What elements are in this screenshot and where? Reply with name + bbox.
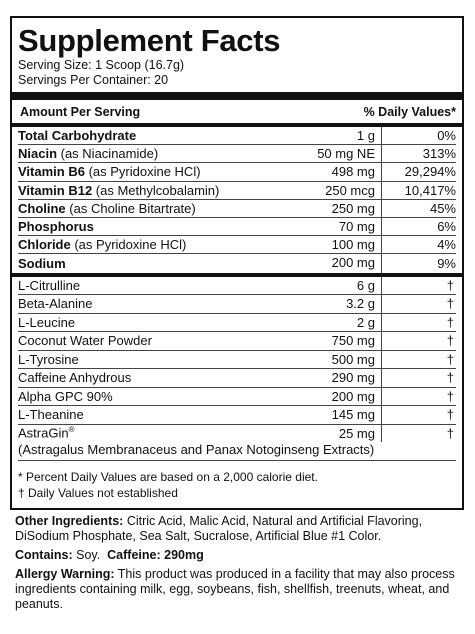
ingredient-amount: 200 mg — [262, 388, 382, 406]
nutrient-name: Phosphorus — [18, 219, 94, 235]
nutrient-dv: 6% — [437, 219, 456, 235]
nutrient-name: Vitamin B12 — [18, 182, 93, 198]
ingredient-amount: 750 mg — [262, 332, 382, 350]
ingredient-dv: † — [446, 388, 454, 404]
nutrient-name: Vitamin B6 — [18, 164, 85, 180]
footnote-daily-values: * Percent Daily Values are based on a 2,000 calorie diet. — [18, 469, 318, 484]
label-text-below — [15, 514, 467, 616]
nutrient-name: Choline — [18, 200, 66, 216]
supplement-facts-panel — [10, 16, 464, 510]
ingredient-amount: 145 mg — [262, 406, 382, 424]
ingredient-amount: 6 g — [262, 277, 382, 295]
nutrient-dv: 313% — [422, 146, 456, 162]
nutrient-qualifier: (as Pyridoxine HCl) — [70, 237, 187, 253]
ingredient-row-astragin — [18, 425, 456, 461]
nutrient-name: Sodium — [18, 255, 66, 271]
ingredient-name: Caffeine Anhydrous — [18, 370, 132, 386]
ingredient-name: Beta-Alanine — [18, 296, 93, 312]
serving-size: Serving Size: 1 Scoop (16.7g) — [18, 58, 185, 72]
nutrient-qualifier: (as Niacinamide) — [57, 146, 159, 162]
nutrient-dv: 29,294% — [404, 164, 456, 180]
ingredient-dv: † — [446, 277, 454, 293]
ingredient-row — [18, 406, 456, 425]
ingredient-row — [18, 314, 456, 333]
ingredient-name: Alpha GPC 90% — [18, 388, 113, 404]
ingredient-name: L-Leucine — [18, 314, 76, 330]
nutrient-row — [18, 236, 456, 254]
nutrient-qualifier: (as Methylcobalamin) — [92, 182, 220, 198]
caffeine-label: Caffeine: — [107, 548, 161, 562]
ingredient-amount: 290 mg — [262, 369, 382, 387]
other-ingredients — [15, 514, 467, 544]
nutrient-row — [18, 218, 456, 236]
other-ingredients-label: Other Ingredients: — [15, 514, 124, 528]
ingredient-amount: 500 mg — [262, 351, 382, 369]
nutrient-amount: 498 mg — [262, 163, 382, 180]
nutrient-amount: 250 mcg — [262, 182, 382, 199]
ingredient-name: L-Citrulline — [18, 277, 81, 293]
ingredient-row — [18, 332, 456, 351]
panel-title: Supplement Facts — [18, 23, 281, 58]
nutrient-amount: 250 mg — [262, 200, 382, 217]
servings-per-container: Servings Per Container: 20 — [18, 72, 169, 87]
ingredient-dv: † — [446, 407, 454, 423]
nutrient-dv: 9% — [437, 255, 456, 271]
ingredient-amount: 25 mg — [262, 425, 382, 442]
nutrient-amount: 100 mg — [262, 236, 382, 253]
nutrient-name: Chloride — [18, 237, 71, 253]
ingredient-name: L-Theanine — [18, 407, 84, 423]
ingredient-dv: † — [446, 425, 454, 441]
ingredient-name: AstraGin — [18, 425, 69, 441]
ingredient-dv: † — [446, 351, 454, 367]
nutrient-dv: 4% — [437, 237, 456, 253]
ingredient-name: Coconut Water Powder — [18, 333, 152, 349]
ingredient-row — [18, 388, 456, 407]
nutrient-name: Niacin — [18, 146, 58, 162]
allergy-warning — [15, 567, 467, 612]
nutrient-row — [18, 254, 456, 272]
nutrient-dv: 45% — [429, 200, 456, 216]
ingredient-name: L-Tyrosine — [18, 351, 79, 367]
ingredient-dv: † — [446, 333, 454, 349]
footnote-not-established: † Daily Values not established — [18, 485, 178, 500]
caffeine-text: 290mg — [160, 548, 204, 562]
ingredient-row — [18, 295, 456, 314]
ingredient-row — [18, 277, 456, 296]
ingredient-amount: 3.2 g — [262, 295, 382, 313]
nutrient-dv: 0% — [437, 128, 456, 144]
nutrient-row — [18, 163, 456, 181]
nutrient-row — [18, 182, 456, 200]
allergy-text: This product was produced in a facility that may also process ingredients containing milk, egg, soybeans, fish, shellfish, treenuts, wheat, and peanuts. — [15, 567, 455, 611]
nutrient-amount: 1 g — [262, 127, 382, 144]
ingredient-amount: 2 g — [262, 314, 382, 332]
nutrient-amount: 200 mg — [262, 254, 382, 272]
nutrient-qualifier: (as Pyridoxine HCl) — [84, 164, 201, 180]
ingredient-dv: † — [446, 370, 454, 386]
registered-mark: ® — [68, 425, 75, 435]
allergy-label: Allergy Warning: — [15, 567, 115, 581]
contains-line — [15, 548, 467, 563]
ingredient-dv: † — [446, 296, 454, 312]
ingredient-list — [18, 277, 456, 461]
nutrient-amount: 70 mg — [262, 218, 382, 235]
contains-text: Soy. — [72, 548, 101, 562]
nutrient-row — [18, 127, 456, 145]
amount-per-serving-header: Amount Per Serving — [20, 105, 141, 119]
ingredient-row — [18, 351, 456, 370]
footnotes — [18, 461, 456, 501]
column-header — [18, 100, 456, 123]
ingredient-dv: † — [446, 314, 454, 330]
nutrient-dv: 10,417% — [404, 182, 456, 198]
nutrient-list — [18, 127, 456, 273]
nutrient-row — [18, 200, 456, 218]
daily-values-header: % Daily Values* — [363, 105, 456, 119]
nutrient-amount: 50 mg NE — [262, 145, 382, 162]
other-ingredients-text: Citric Acid, Malic Acid, Natural and Artificial Flavoring, DiSodium Phosphate, Sea Salt, Sucralose, Artificial Blue #1 Color. — [15, 514, 423, 543]
divider-thick — [12, 92, 462, 100]
nutrient-name: Total Carbohydrate — [18, 128, 137, 144]
nutrient-qualifier: (as Choline Bitartrate) — [65, 200, 196, 216]
ingredient-row — [18, 369, 456, 388]
contains-label: Contains: — [15, 548, 73, 562]
ingredient-description: (Astragalus Membranaceus and Panax Notoginseng Extracts) — [18, 441, 375, 457]
nutrient-row — [18, 145, 456, 163]
